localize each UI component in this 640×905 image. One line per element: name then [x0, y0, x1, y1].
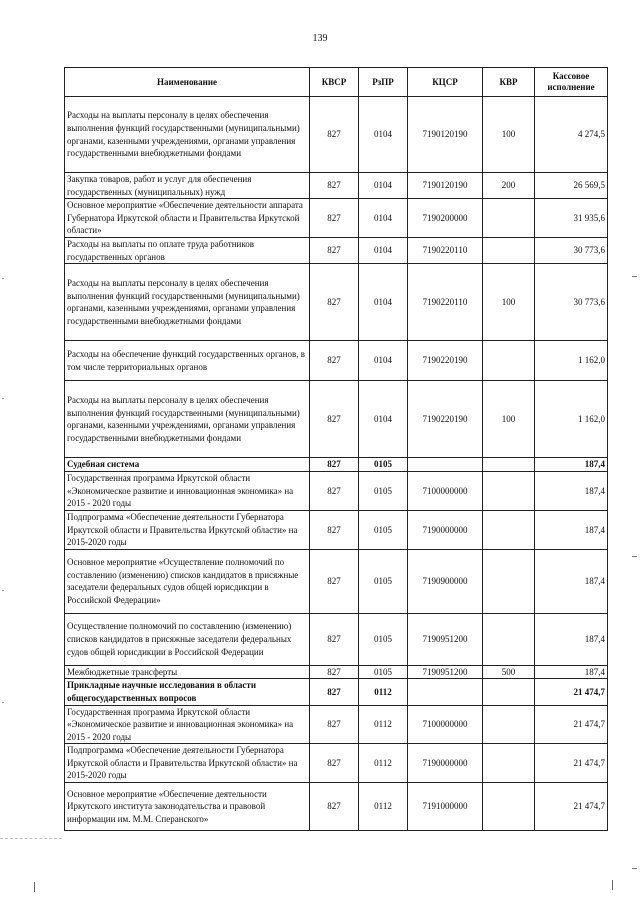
cell-kvsr: 827 [310, 744, 359, 783]
cell-name: Межбюджетные трансферты [65, 665, 310, 679]
cell-kcsr: 7190200000 [408, 199, 483, 238]
cell-kvr [483, 679, 535, 705]
cell-kvsr: 827 [310, 510, 359, 549]
cell-kcsr: 7190951200 [408, 665, 483, 679]
scan-mark [632, 276, 637, 277]
cell-name: Государственная программа Иркутской области «Экономическое развитие и инновационная экономика» на 2015 - 2020 годы [65, 705, 310, 744]
cell-kcsr: 7191000000 [408, 783, 483, 831]
cell-kvsr: 827 [310, 613, 359, 665]
cell-amount: 1 162,0 [535, 341, 608, 381]
cell-kcsr: 7100000000 [408, 705, 483, 744]
cell-kvsr: 827 [310, 665, 359, 679]
header-rzpr: РзПР [359, 68, 408, 97]
cell-amount: 26 569,5 [535, 173, 608, 199]
cell-name: Осуществление полномочий по составлению (изменению) списков кандидатов в присяжные заседатели федеральных судов общей юрисдикции в Российской Федерации [65, 613, 310, 665]
table-row [65, 458, 608, 472]
header-kvr: КВР [483, 68, 535, 97]
header-kcsr: КЦСР [408, 68, 483, 97]
cell-rzpr: 0105 [359, 510, 408, 549]
cell-kvr [483, 472, 535, 511]
scan-cut-line [0, 838, 62, 839]
cell-kcsr [408, 458, 483, 472]
scan-mark [2, 398, 4, 399]
cell-kvsr: 827 [310, 97, 359, 173]
cell-rzpr: 0104 [359, 264, 408, 341]
cell-rzpr: 0112 [359, 744, 408, 783]
cell-kvr [483, 237, 535, 263]
table-row [65, 744, 608, 783]
cell-kcsr: 7190220110 [408, 264, 483, 341]
cell-rzpr: 0104 [359, 341, 408, 381]
table-header-row [65, 68, 608, 97]
cell-kvr [483, 199, 535, 238]
cell-amount: 4 274,5 [535, 97, 608, 173]
scan-mark [34, 882, 35, 892]
cell-amount: 21 474,7 [535, 679, 608, 705]
cell-name: Расходы на выплаты персоналу в целях обеспечения выполнения функций государственными (муниципальными) органами, казенными учреждениями, органами управления государственными внебюджетными фондами [65, 97, 310, 173]
cell-rzpr: 0112 [359, 783, 408, 831]
cell-amount: 30 773,6 [535, 237, 608, 263]
cell-kvr [483, 341, 535, 381]
cell-amount: 187,4 [535, 510, 608, 549]
cell-kcsr: 7190900000 [408, 549, 483, 613]
cell-kvr: 100 [483, 97, 535, 173]
cell-kcsr: 7190220190 [408, 381, 483, 458]
table-row [65, 341, 608, 381]
cell-amount: 1 162,0 [535, 381, 608, 458]
cell-rzpr: 0105 [359, 549, 408, 613]
cell-rzpr: 0104 [359, 381, 408, 458]
table-row [65, 549, 608, 613]
cell-kvr [483, 744, 535, 783]
cell-name: Судебная система [65, 458, 310, 472]
scan-mark [2, 702, 4, 703]
cell-kvsr: 827 [310, 472, 359, 511]
cell-rzpr: 0112 [359, 705, 408, 744]
cell-kvsr: 827 [310, 173, 359, 199]
cell-name: Основное мероприятие «Обеспечение деятельности аппарата Губернатора Иркутской области и Правительства Иркутской области» [65, 199, 310, 238]
cell-amount: 21 474,7 [535, 744, 608, 783]
cell-name: Государственная программа Иркутской области «Экономическое развитие и инновационная экономика» на 2015 - 2020 годы [65, 472, 310, 511]
cell-kvr [483, 458, 535, 472]
table-row [65, 665, 608, 679]
cell-amount: 187,4 [535, 665, 608, 679]
table-row [65, 679, 608, 705]
cell-rzpr: 0104 [359, 199, 408, 238]
cell-amount: 187,4 [535, 549, 608, 613]
cell-kvr [483, 613, 535, 665]
cell-name: Расходы на обеспечение функций государственных органов, в том числе территориальных органов [65, 341, 310, 381]
cell-rzpr: 0105 [359, 613, 408, 665]
cell-name: Подпрограмма «Обеспечение деятельности Губернатора Иркутской области и Правительства Иркутской области» на 2015-2020 годы [65, 510, 310, 549]
cell-rzpr: 0104 [359, 173, 408, 199]
cell-kvr [483, 549, 535, 613]
cell-amount: 187,4 [535, 613, 608, 665]
cell-kcsr: 7190000000 [408, 510, 483, 549]
budget-execution-table [64, 67, 608, 831]
cell-kvsr: 827 [310, 679, 359, 705]
cell-rzpr: 0104 [359, 237, 408, 263]
cell-kcsr: 7190120190 [408, 173, 483, 199]
cell-kcsr [408, 679, 483, 705]
header-name: Наименование [65, 68, 310, 97]
cell-name: Подпрограмма «Обеспечение деятельности Губернатора Иркутской области и Правительства Иркутской области» на 2015-2020 годы [65, 744, 310, 783]
table-row [65, 97, 608, 173]
cell-kvsr: 827 [310, 783, 359, 831]
cell-kvsr: 827 [310, 549, 359, 613]
cell-kvsr: 827 [310, 381, 359, 458]
cell-kcsr: 7190000000 [408, 744, 483, 783]
scan-mark [612, 880, 613, 890]
cell-name: Расходы на выплаты по оплате труда работников государственных органов [65, 237, 310, 263]
table-row [65, 264, 608, 341]
cell-name: Основное мероприятие «Осуществление полномочий по составлению (изменению) списков кандидатов в присяжные заседатели федеральных судов общей юрисдикции в Российской Федерации» [65, 549, 310, 613]
table-row [65, 783, 608, 831]
cell-kvsr: 827 [310, 705, 359, 744]
cell-rzpr: 0105 [359, 472, 408, 511]
cell-kvr [483, 705, 535, 744]
scan-mark [2, 278, 4, 279]
cell-kvr [483, 510, 535, 549]
cell-name: Закупка товаров, работ и услуг для обеспечения государственных (муниципальных) нужд [65, 173, 310, 199]
cell-name: Прикладные научные исследования в области общегосударственных вопросов [65, 679, 310, 705]
cell-rzpr: 0105 [359, 458, 408, 472]
cell-amount: 30 773,6 [535, 264, 608, 341]
table-row [65, 472, 608, 511]
cell-kcsr: 7190220190 [408, 341, 483, 381]
cell-rzpr: 0105 [359, 665, 408, 679]
cell-kcsr: 7100000000 [408, 472, 483, 511]
cell-kvsr: 827 [310, 341, 359, 381]
table-row [65, 381, 608, 458]
page-number: 139 [312, 33, 328, 44]
cell-kvr: 100 [483, 381, 535, 458]
cell-amount: 31 935,6 [535, 199, 608, 238]
cell-kvsr: 827 [310, 264, 359, 341]
table-row [65, 199, 608, 238]
cell-name: Основное мероприятие «Обеспечение деятельности Иркутского института законодательства и правовой информации им. М.М. Сперанского» [65, 783, 310, 831]
cell-kvsr: 827 [310, 458, 359, 472]
cell-rzpr: 0104 [359, 97, 408, 173]
cell-name: Расходы на выплаты персоналу в целях обеспечения выполнения функций государственными (муниципальными) органами, казенными учреждениями, органами управления государственными внебюджетными фондами [65, 381, 310, 458]
table-row [65, 173, 608, 199]
table-row [65, 237, 608, 263]
header-kvsr: КВСР [310, 68, 359, 97]
cell-rzpr: 0112 [359, 679, 408, 705]
scan-mark [632, 556, 637, 557]
cell-kcsr: 7190951200 [408, 613, 483, 665]
cell-kvr [483, 783, 535, 831]
cell-kvr: 500 [483, 665, 535, 679]
cell-kvsr: 827 [310, 199, 359, 238]
cell-kvr: 200 [483, 173, 535, 199]
cell-kcsr: 7190220110 [408, 237, 483, 263]
cell-amount: 187,4 [535, 472, 608, 511]
table-row [65, 510, 608, 549]
cell-amount: 21 474,7 [535, 783, 608, 831]
cell-amount: 187,4 [535, 458, 608, 472]
cell-kvsr: 827 [310, 237, 359, 263]
header-amount: Кассовое исполнение [535, 68, 608, 97]
cell-kvr: 100 [483, 264, 535, 341]
table-row [65, 705, 608, 744]
scan-mark [2, 590, 4, 591]
cell-amount: 21 474,7 [535, 705, 608, 744]
scan-mark [632, 868, 637, 869]
cell-kcsr: 7190120190 [408, 97, 483, 173]
cell-name: Расходы на выплаты персоналу в целях обеспечения выполнения функций государственными (муниципальными) органами, казенными учреждениями, органами управления государственными внебюджетными фондами [65, 264, 310, 341]
table-row [65, 613, 608, 665]
